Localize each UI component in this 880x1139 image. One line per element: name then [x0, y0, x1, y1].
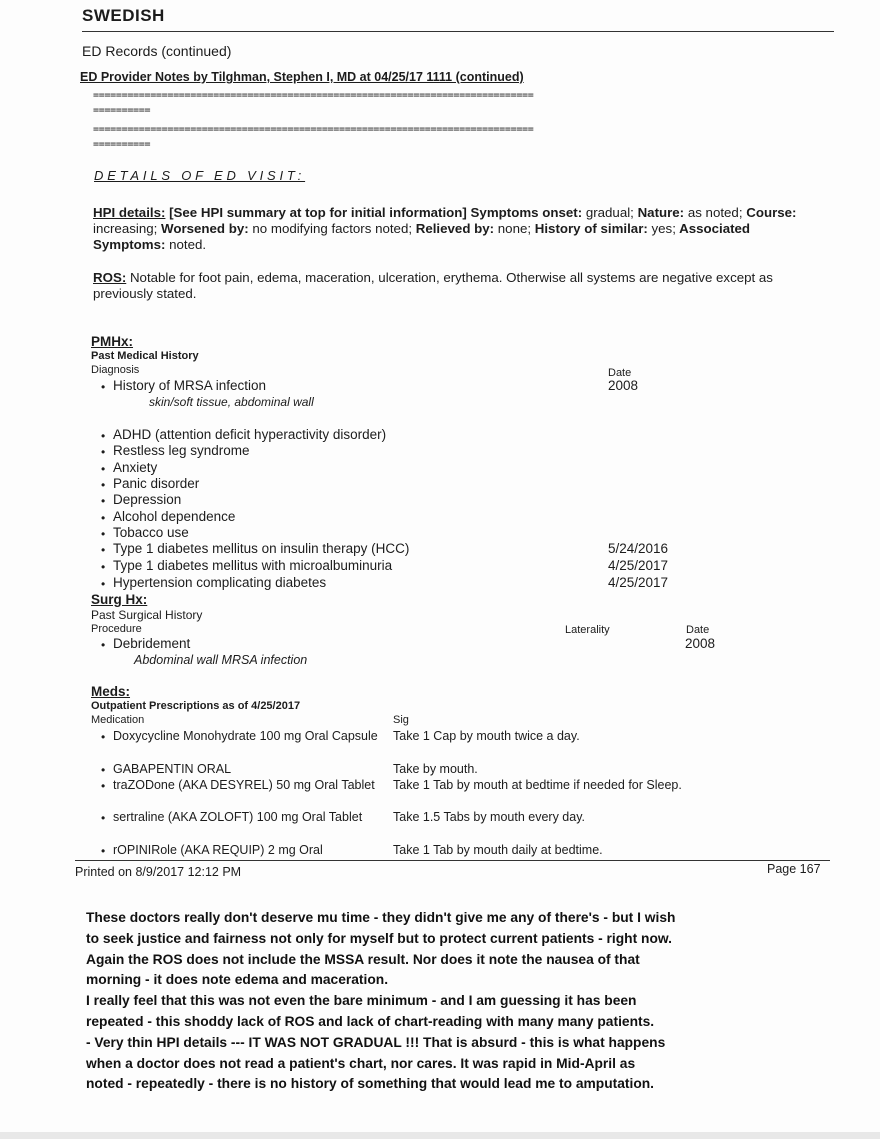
pmhx-heading: PMHx: — [91, 334, 134, 349]
pmhx-diagnosis: Panic disorder — [113, 476, 200, 491]
medication-sig: Take 1 Cap by mouth twice a day. — [393, 729, 580, 743]
bullet-icon: • — [101, 462, 106, 476]
bullet-icon: • — [101, 445, 106, 459]
ros-label: ROS: — [93, 270, 127, 285]
pmhx-diagnosis: Type 1 diabetes mellitus on insulin therapy (HCC) — [113, 541, 410, 556]
separator-line: ============================================================================= — [93, 124, 534, 135]
bullet-icon: • — [101, 779, 106, 793]
bullet-icon: • — [101, 527, 106, 541]
pmhx-diagnosis: ADHD (attention deficit hyperactivity disorder) — [113, 427, 387, 442]
bullet-icon: • — [101, 380, 106, 394]
pmhx-diagnosis: Tobacco use — [113, 525, 189, 540]
scan-edge — [0, 1132, 880, 1139]
medication-name: sertraline (AKA ZOLOFT) 100 mg Oral Tablet — [113, 810, 363, 824]
medication-sig: Take 1 Tab by mouth daily at bedtime. — [393, 843, 603, 857]
bullet-icon: • — [101, 811, 106, 825]
medication-name: rOPINIRole (AKA REQUIP) 2 mg Oral — [113, 843, 323, 857]
pmhx-diagnosis: Depression — [113, 492, 182, 507]
annotation-line: I really feel that this was not even the bare minimum - and I am guessing it has been — [86, 993, 637, 1009]
annotation-line: - Very thin HPI details --- IT WAS NOT GRADUAL !!! That is absurd - this is what happens — [86, 1034, 666, 1050]
surg-col-date: Date — [686, 624, 710, 636]
bullet-icon: • — [101, 763, 106, 777]
surg-procedure-note: Abdominal wall MRSA infection — [134, 653, 308, 667]
separator-line: ========== — [93, 105, 151, 116]
pmhx-subheading: Past Medical History — [91, 350, 199, 362]
surg-procedure-date: 2008 — [685, 636, 716, 651]
hpi-assoc-value: noted. — [165, 237, 207, 252]
bullet-icon: • — [101, 494, 106, 508]
annotation-line: to seek justice and fairness not only for myself but to protect current patients - right now. — [86, 930, 672, 946]
meds-col-medication: Medication — [91, 714, 145, 726]
details-heading: DETAILS OF ED VISIT: — [94, 168, 306, 183]
hpi-nature-label: Nature: — [633, 205, 685, 220]
hpi-worsened-label: Worsened by: — [157, 221, 249, 236]
medication-sig: Take 1 Tab by mouth at bedtime if needed for Sleep. — [393, 778, 682, 792]
hpi-details — [93, 205, 823, 253]
pmhx-note: skin/soft tissue, abdominal wall — [149, 395, 314, 409]
bullet-icon: • — [101, 429, 106, 443]
bullet-icon: • — [101, 560, 106, 574]
bullet-icon: • — [101, 511, 106, 525]
hpi-onset-label: Symptoms onset: — [466, 205, 583, 220]
hpi-course-label: Course: — [742, 205, 797, 220]
meds-subheading: Outpatient Prescriptions as of 4/25/2017 — [91, 700, 301, 712]
hpi-nature-value: as noted; — [684, 205, 743, 220]
medication-name: Doxycycline Monohydrate 100 mg Oral Capsule — [113, 729, 378, 743]
surg-subheading: Past Surgical History — [91, 608, 203, 622]
bullet-icon: • — [101, 844, 106, 858]
annotation-line: noted - repeatedly - there is no history of something that would lead me to amputation. — [86, 1076, 655, 1092]
bullet-icon: • — [101, 730, 106, 744]
hpi-label: HPI details: — [93, 205, 166, 220]
pmhx-col-diagnosis: Diagnosis — [91, 364, 140, 376]
medication-name: traZODone (AKA DESYREL) 50 mg Oral Tablet — [113, 778, 375, 792]
page-number: Page 167 — [767, 862, 821, 876]
pmhx-diagnosis: Hypertension complicating diabetes — [113, 575, 327, 590]
hpi-history-label: History of similar: — [531, 221, 648, 236]
bullet-icon: • — [101, 638, 106, 652]
surg-col-laterality: Laterality — [565, 624, 610, 636]
document-brand: SWEDISH — [82, 6, 165, 25]
printed-timestamp: Printed on 8/9/2017 12:12 PM — [75, 865, 242, 879]
hpi-course-value: increasing; — [93, 221, 158, 236]
surg-procedure-name: Debridement — [113, 636, 191, 651]
section-title: ED Records (continued) — [82, 43, 232, 59]
pmhx-date: 5/24/2016 — [608, 541, 669, 556]
pmhx-diagnosis: Restless leg syndrome — [113, 443, 250, 458]
surg-heading: Surg Hx: — [91, 592, 148, 607]
annotation-line: These doctors really don't deserve mu time - they didn't give me any of there's - but I wish — [86, 910, 676, 925]
hpi-relieved-value: none; — [494, 221, 532, 236]
pmhx-date: 4/25/2017 — [608, 575, 669, 590]
separator-line: ============================================================================= — [93, 90, 534, 101]
separator-line: ========== — [93, 139, 151, 150]
annotation-line: morning - it does note edema and maceration. — [86, 972, 389, 988]
footer-divider — [75, 860, 830, 861]
pmhx-diagnosis: Type 1 diabetes mellitus with microalbuminuria — [113, 558, 393, 573]
hpi-onset-value: gradual; — [582, 205, 634, 220]
header-divider — [82, 31, 834, 32]
medication-sig: Take by mouth. — [393, 762, 478, 776]
bullet-icon: • — [101, 577, 106, 591]
surg-col-procedure: Procedure — [91, 623, 142, 635]
pmhx-diagnosis: Alcohol dependence — [113, 509, 236, 524]
provider-note-title: ED Provider Notes by Tilghman, Stephen I, MD at 04/25/17 1111 (continued) — [80, 70, 524, 84]
ros-section — [93, 270, 823, 302]
meds-col-sig: Sig — [393, 714, 409, 726]
hpi-history-value: yes; — [647, 221, 676, 236]
pmhx-date: 2008 — [608, 378, 639, 393]
pmhx-diagnosis: History of MRSA infection — [113, 378, 267, 393]
hpi-relieved-label: Relieved by: — [412, 221, 495, 236]
pmhx-date: 4/25/2017 — [608, 558, 669, 573]
hpi-worsened-value: no modifying factors noted; — [248, 221, 413, 236]
pmhx-col-date: Date — [608, 367, 632, 379]
annotation-line: Again the ROS does not include the MSSA result. Nor does it note the nausea of that — [86, 951, 640, 967]
ros-text: Notable for foot pain, edema, maceration, ulceration, erythema. Otherwise all systems are negative except as previously stated. — [93, 270, 773, 301]
medication-sig: Take 1.5 Tabs by mouth every day. — [393, 810, 586, 824]
medication-name: GABAPENTIN ORAL — [113, 762, 232, 776]
meds-heading: Meds: — [91, 684, 131, 699]
pmhx-diagnosis: Anxiety — [113, 460, 158, 475]
patient-annotation — [86, 908, 816, 1095]
bullet-icon: • — [101, 543, 106, 557]
annotation-line: when a doctor does not read a patient's chart, nor cares. It was rapid in Mid-April as — [86, 1055, 636, 1071]
annotation-line: repeated - this shoddy lack of ROS and lack of chart-reading with many many patients. — [86, 1013, 655, 1029]
hpi-bracket: [See HPI summary at top for initial information] — [165, 205, 467, 220]
bullet-icon: • — [101, 478, 106, 492]
hpi-assoc-label: Associated Symptoms: — [93, 221, 751, 252]
